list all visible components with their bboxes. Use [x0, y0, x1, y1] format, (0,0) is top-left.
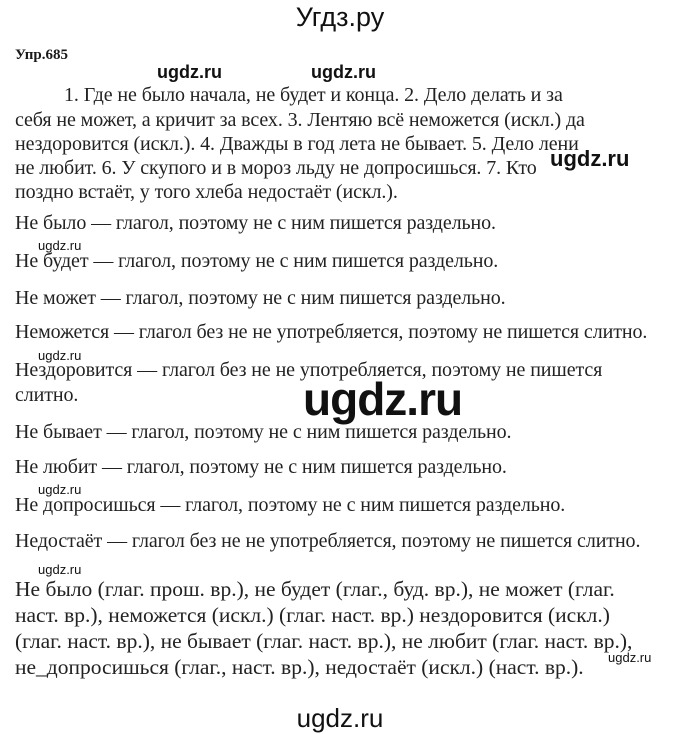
- task-line: себя не может, а кричит за всех. 3. Лентяю всё неможется (искл.) да: [15, 109, 585, 131]
- watermark-big: ugdz.ru: [303, 373, 463, 425]
- exercise-label: Упр.685: [15, 47, 69, 63]
- watermark: ugdz.ru: [38, 482, 82, 497]
- explanation-line: Не будет — глагол, поэтому не с ним пишется раздельно.: [15, 250, 499, 272]
- explanation-line: Не допросишься — глагол, поэтому не с ним пишется раздельно.: [15, 494, 566, 516]
- task-line: поздно встаёт, у того хлеба недостаёт (искл.).: [15, 181, 398, 203]
- task-line: не любит. 6. У скупого и в мороз льду не допросишься. 7. Кто: [15, 157, 537, 179]
- task-line: нездоровится (искл.). 4. Дважды в год лета не бывает. 5. Дело лени: [15, 133, 579, 155]
- explanation-line: Не бывает — глагол, поэтому не с ним пишется раздельно.: [15, 421, 512, 443]
- explanation-line: Не было — глагол, поэтому не с ним пишется раздельно.: [15, 212, 496, 234]
- summary-line: не_допросишься (глаг., наст. вр.), недостаёт (искл.) (наст. вр.).: [15, 655, 584, 679]
- explanation-line: Нездоровится — глагол без не не употребляется, поэтому не пишется: [15, 359, 603, 381]
- task-line: 1. Где не было начала, не будет и конца. 2. Дело делать и за: [64, 84, 563, 106]
- watermark: ugdz.ru: [38, 348, 82, 363]
- explanation-line: Не любит — глагол, поэтому не с ним пишется раздельно.: [15, 456, 507, 478]
- explanation-line: слитно.: [15, 384, 79, 406]
- watermark: ugdz.ru: [550, 146, 630, 171]
- summary-line: (глаг. наст. вр.), не бывает (глаг. наст. вр.), не любит (глаг. наст. вр.),: [15, 629, 633, 653]
- watermark: ugdz.ru: [311, 62, 376, 82]
- summary-line: наст. вр.), неможется (искл.) (глаг. наст. вр.) нездоровится (искл.): [15, 603, 610, 627]
- footer-watermark: ugdz.ru: [296, 703, 384, 733]
- watermark: ugdz.ru: [38, 238, 82, 253]
- explanation-line: Неможется — глагол без не не употребляется, поэтому не пишется слитно.: [15, 321, 648, 343]
- summary-line: Не было (глаг. прош. вр.), не будет (глаг., буд. вр.), не может (глаг.: [15, 577, 615, 601]
- explanation-line: Не может — глагол, поэтому не с ним пишется раздельно.: [15, 287, 506, 309]
- watermark: ugdz.ru: [157, 62, 222, 82]
- site-title: Угдз.ру: [295, 2, 385, 32]
- watermark: ugdz.ru: [608, 650, 652, 665]
- watermark: ugdz.ru: [38, 562, 82, 577]
- explanation-line: Недостаёт — глагол без не не употребляется, поэтому не пишется слитно.: [15, 530, 641, 552]
